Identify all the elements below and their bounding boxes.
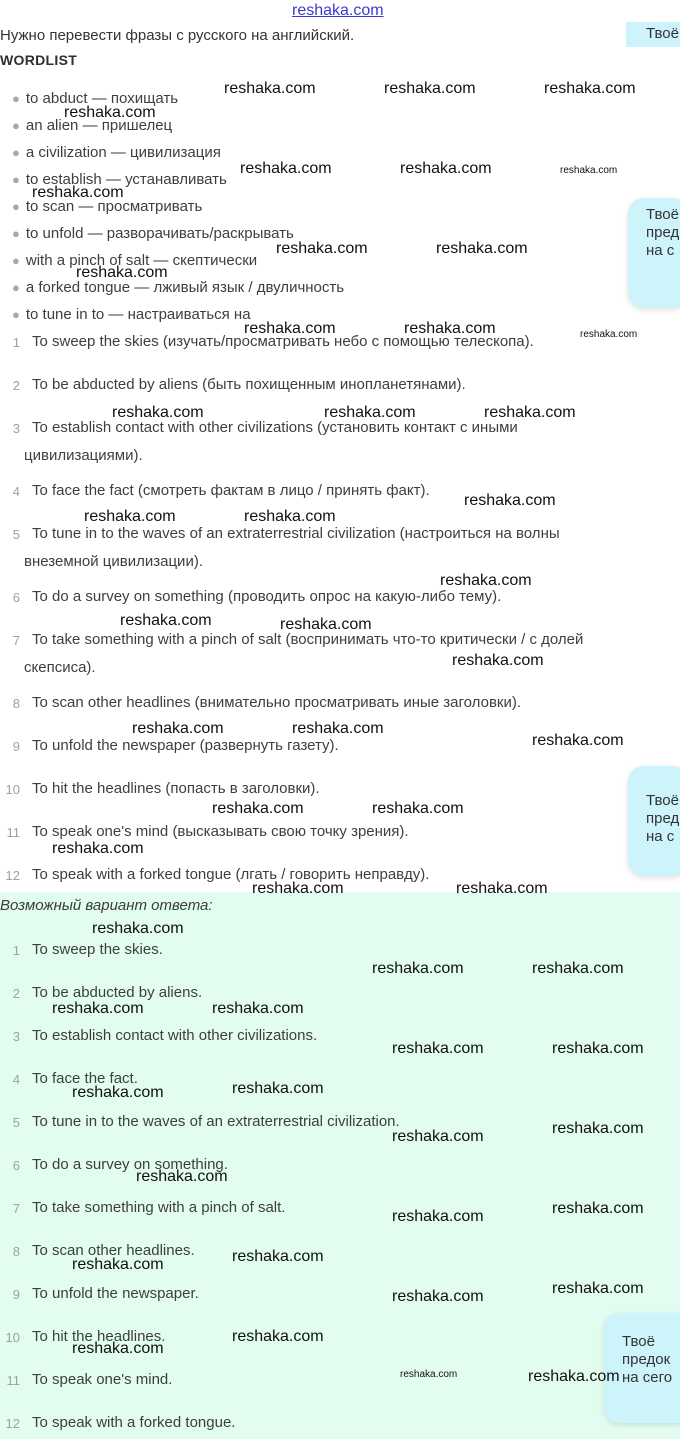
watermark: reshaka.com xyxy=(452,652,544,669)
promo-line: пред xyxy=(646,810,680,827)
watermark: reshaka.com xyxy=(404,320,496,337)
phrase-text-continued: цивилизациями). xyxy=(24,447,143,464)
phrase-text: To be abducted by aliens (быть похищенным инопланетянами). xyxy=(32,376,466,393)
wordlist-text: a forked tongue — лживый язык / двуличность xyxy=(25,279,345,296)
phrase-text-continued: скепсиса). xyxy=(24,659,96,676)
watermark: reshaka.com xyxy=(120,612,212,629)
watermark: reshaka.com xyxy=(372,960,464,977)
promo-line: Твоё xyxy=(646,792,679,809)
watermark: reshaka.com xyxy=(552,1200,644,1217)
promo-banner-top[interactable]: Твоё xyxy=(626,22,680,47)
phrase-number: 5 xyxy=(12,527,20,542)
watermark: reshaka.com xyxy=(440,572,532,589)
wordlist-text: with a pinch of salt — скептически xyxy=(25,252,258,269)
bullet-icon: ● xyxy=(12,307,20,322)
watermark: reshaka.com xyxy=(456,880,548,897)
phrase-number: 8 xyxy=(12,696,20,711)
answer-text: To take something with a pinch of salt. xyxy=(32,1199,286,1216)
promo-line: на сего xyxy=(622,1369,673,1386)
wordlist-text: to unfold — разворачивать/раскрывать xyxy=(25,225,294,242)
bullet-icon: ● xyxy=(12,91,20,106)
bullet-icon: ● xyxy=(12,199,20,214)
watermark: reshaka.com xyxy=(212,800,304,817)
phrase-number: 9 xyxy=(12,739,20,754)
watermark: reshaka.com xyxy=(132,720,224,737)
phrase-number: 2 xyxy=(12,378,20,393)
watermark: reshaka.com xyxy=(400,160,492,177)
phrase-number: 6 xyxy=(12,590,20,605)
watermark: reshaka.com xyxy=(212,1000,304,1017)
site-link[interactable]: reshaka.com xyxy=(292,2,384,19)
watermark: reshaka.com xyxy=(392,1288,484,1305)
watermark: reshaka.com xyxy=(392,1040,484,1057)
wordlist-text: to establish — устанавливать xyxy=(25,171,227,188)
phrase-number: 10 xyxy=(5,782,20,797)
answer-text: To tune in to the waves of an extraterrestrial civilization. xyxy=(32,1113,400,1130)
wordlist-text: a civilization — цивилизация xyxy=(25,144,221,161)
watermark: reshaka.com xyxy=(324,404,416,421)
phrase-text: To scan other headlines (внимательно просматривать иные заголовки). xyxy=(32,694,522,711)
promo-line: предок xyxy=(622,1351,671,1368)
answer-text: To hit the headlines. xyxy=(32,1328,166,1345)
phrase-text: To take something with a pinch of salt (воспринимать что-то критически / с долей xyxy=(32,631,584,648)
watermark: reshaka.com xyxy=(224,80,316,97)
watermark: reshaka.com xyxy=(560,165,618,176)
wordlist-item xyxy=(12,225,294,245)
phrase-text-continued: внеземной цивилизации). xyxy=(24,553,203,570)
wordlist-text: an alien — пришелец xyxy=(25,117,173,134)
watermark: reshaka.com xyxy=(64,104,156,121)
task-text: Нужно перевести фразы с русского на английский. xyxy=(0,27,355,44)
watermark: reshaka.com xyxy=(244,508,336,525)
answer-number: 2 xyxy=(12,986,20,1001)
watermark: reshaka.com xyxy=(252,880,344,897)
watermark: reshaka.com xyxy=(92,920,184,937)
watermark: reshaka.com xyxy=(52,840,144,857)
watermark: reshaka.com xyxy=(76,264,168,281)
phrase-text: To do a survey on something (проводить опрос на какую-либо тему). xyxy=(32,588,502,605)
watermark: reshaka.com xyxy=(232,1328,324,1345)
watermark: reshaka.com xyxy=(72,1256,164,1273)
answer-heading: Возможный вариант ответа: xyxy=(0,897,213,914)
answer-number: 8 xyxy=(12,1244,20,1259)
watermark: reshaka.com xyxy=(240,160,332,177)
watermark: reshaka.com xyxy=(580,329,638,340)
watermark: reshaka.com xyxy=(72,1340,164,1357)
watermark: reshaka.com xyxy=(544,80,636,97)
phrase-text: To face the fact (смотреть фактам в лицо / принять факт). xyxy=(32,482,430,499)
answer-text: To sweep the skies. xyxy=(32,941,163,958)
answer-text: To be abducted by aliens. xyxy=(32,984,203,1001)
phrase-text: To tune in to the waves of an extraterrestrial civilization (настроиться на волны xyxy=(32,525,560,542)
phrase-text: To hit the headlines (попасть в заголовки). xyxy=(32,780,320,797)
answer-text: To unfold the newspaper. xyxy=(32,1285,199,1302)
wordlist-text: to scan — просматривать xyxy=(25,198,203,215)
wordlist-text: to tune in to — настраиваться на xyxy=(25,306,251,323)
bullet-icon: ● xyxy=(12,172,20,187)
bullet-icon: ● xyxy=(12,253,20,268)
promo-line: на с xyxy=(646,242,675,259)
watermark: reshaka.com xyxy=(552,1280,644,1297)
answer-text: To face the fact. xyxy=(32,1070,138,1087)
watermark: reshaka.com xyxy=(464,492,556,509)
promo-line: пред xyxy=(646,224,680,241)
watermark: reshaka.com xyxy=(52,1000,144,1017)
phrase-text: To sweep the skies (изучать/просматривать небо с помощью телескопа). xyxy=(32,333,534,350)
answer-text: To establish contact with other civilizations. xyxy=(32,1027,318,1044)
watermark: reshaka.com xyxy=(292,720,384,737)
phrase-number: 4 xyxy=(12,484,20,499)
watermark: reshaka.com xyxy=(528,1368,620,1385)
wordlist-text: to abduct — похищать xyxy=(25,90,179,107)
answer-number: 6 xyxy=(12,1158,20,1173)
phrase-number: 12 xyxy=(5,868,20,883)
promo-line: на с xyxy=(646,828,675,845)
watermark: reshaka.com xyxy=(552,1120,644,1137)
watermark: reshaka.com xyxy=(232,1248,324,1265)
watermark: reshaka.com xyxy=(552,1040,644,1057)
watermark: reshaka.com xyxy=(484,404,576,421)
watermark: reshaka.com xyxy=(112,404,204,421)
phrase-text: To speak with a forked tongue (лгать / говорить неправду). xyxy=(32,866,430,883)
bullet-icon: ● xyxy=(12,226,20,241)
watermark: reshaka.com xyxy=(276,240,368,257)
answer-number: 3 xyxy=(12,1029,20,1044)
answer-number: 11 xyxy=(6,1373,20,1388)
watermark: reshaka.com xyxy=(532,960,624,977)
watermark: reshaka.com xyxy=(392,1128,484,1145)
phrase-text: To speak one's mind (высказывать свою точку зрения). xyxy=(32,823,409,840)
wordlist-item xyxy=(12,144,221,164)
promo-card[interactable] xyxy=(628,766,680,876)
watermark: reshaka.com xyxy=(400,1369,458,1380)
phrase-number: 1 xyxy=(12,335,20,350)
answer-text: To do a survey on something. xyxy=(32,1156,228,1173)
answer-number: 10 xyxy=(5,1330,20,1345)
watermark: reshaka.com xyxy=(244,320,336,337)
phrase-number: 7 xyxy=(12,633,20,648)
answer-number: 4 xyxy=(12,1072,20,1087)
wordlist-heading: WORDLIST xyxy=(0,52,78,68)
answer-text: To speak one's mind. xyxy=(32,1371,173,1388)
watermark: reshaka.com xyxy=(84,508,176,525)
watermark: reshaka.com xyxy=(32,184,124,201)
promo-line: Твоё xyxy=(622,1333,655,1350)
watermark: reshaka.com xyxy=(392,1208,484,1225)
phrase-text: To establish contact with other civilizations (установить контакт с иными xyxy=(32,419,518,436)
answer-text: To speak with a forked tongue. xyxy=(32,1414,236,1431)
promo-card[interactable] xyxy=(628,198,680,308)
promo-line: Твоё xyxy=(646,206,679,223)
watermark: reshaka.com xyxy=(436,240,528,257)
watermark: reshaka.com xyxy=(72,1084,164,1101)
watermark: reshaka.com xyxy=(384,80,476,97)
phrase-number: 11 xyxy=(6,825,20,840)
watermark: reshaka.com xyxy=(280,616,372,633)
answer-text: To scan other headlines. xyxy=(32,1242,195,1259)
answer-number: 5 xyxy=(12,1115,20,1130)
watermark: reshaka.com xyxy=(532,732,624,749)
wordlist-item xyxy=(12,279,344,299)
watermark: reshaka.com xyxy=(372,800,464,817)
bullet-icon: ● xyxy=(12,118,20,133)
phrase-text: To unfold the newspaper (развернуть газету). xyxy=(32,737,339,754)
watermark: reshaka.com xyxy=(232,1080,324,1097)
answer-number: 9 xyxy=(12,1287,20,1302)
answer-number: 1 xyxy=(12,943,20,958)
bullet-icon: ● xyxy=(12,280,20,295)
answer-number: 7 xyxy=(12,1201,20,1216)
phrase-number: 3 xyxy=(12,421,20,436)
watermark: reshaka.com xyxy=(136,1168,228,1185)
bullet-icon: ● xyxy=(12,145,20,160)
answer-number: 12 xyxy=(5,1416,20,1431)
wordlist-item xyxy=(12,306,251,326)
